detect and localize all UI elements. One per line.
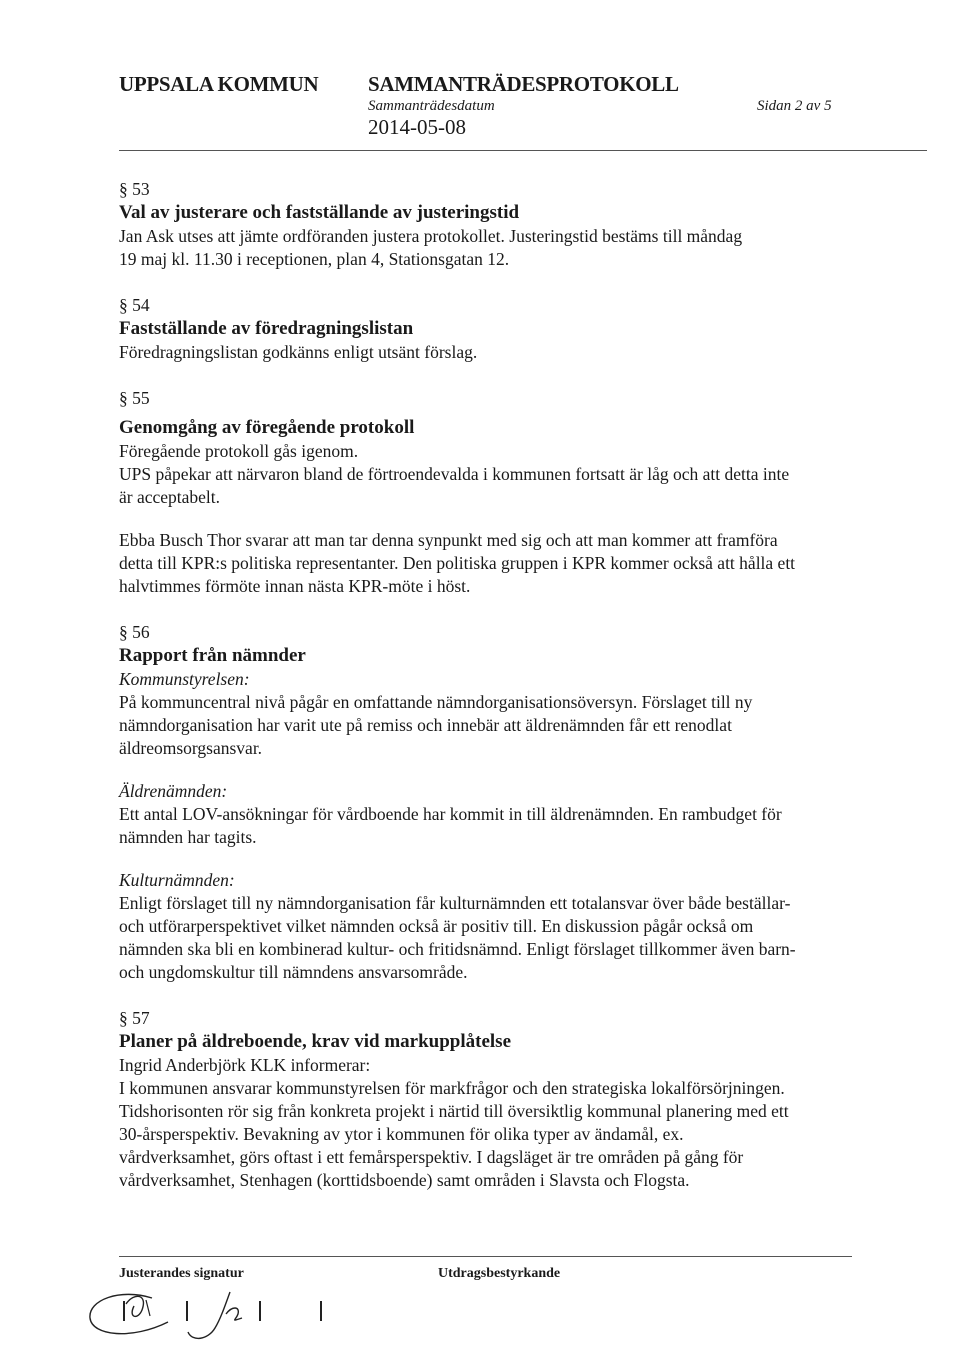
text-line: Enligt förslaget till ny nämndorganisation får kulturnämnden ett totalansvar över både beställar- (119, 893, 791, 913)
text-line: Föredragningslistan godkänns enligt utsänt förslag. (119, 342, 478, 362)
text-line: 30-årsperspektiv. Bevakning av ytor i kommunen för olika typer av ändamål, ex. (119, 1124, 684, 1144)
subheading-kulturnamnden: Kulturnämnden: (119, 870, 235, 890)
text-line: Ett antal LOV-ansökningar för vårdboende har kommit in till äldrenämnden. En rambudget för (119, 804, 782, 824)
section-title: Planer på äldreboende, krav vid markupplåtelse (119, 1031, 511, 1052)
text-line: nämndorganisation har varit ute på remiss och innebär att äldrenämnden får ett renodlat (119, 715, 732, 735)
section-number: § 57 (119, 1008, 150, 1028)
organization-name: UPPSALA KOMMUN (119, 72, 319, 96)
text-line: Jan Ask utses att jämte ordföranden justera protokollet. Justeringstid bestäms till måndag (119, 226, 743, 246)
text-line: nämnden ska bli en kombinerad kultur- och fritidsnämnd. Enligt förslaget tillkommer även barn- (119, 939, 796, 959)
section-56 (119, 621, 859, 984)
section-53 (119, 178, 859, 271)
subheading-kommunstyrelsen: Kommunstyrelsen: (119, 669, 250, 689)
text-line: Ingrid Anderbjörk KLK informerar: (119, 1055, 371, 1075)
signature-separator (259, 1301, 261, 1321)
text-line: vårdverksamhet, görs oftast i ett femårsperspektiv. I dagsläget är tre områden på gång för (119, 1147, 744, 1167)
text-line: halvtimmes förmöte innan nästa KPR-möte i höst. (119, 576, 471, 596)
text-line: nämnden har tagits. (119, 827, 257, 847)
section-55 (119, 387, 859, 598)
section-57 (119, 1007, 859, 1192)
text-line: Föregående protokoll gås igenom. (119, 441, 359, 461)
footer-divider (119, 1256, 852, 1257)
meeting-date-label: Sammanträdesdatum (368, 98, 495, 114)
subheading-aldrenamnden: Äldrenämnden: (119, 781, 228, 801)
signature-separator (123, 1301, 125, 1321)
header-divider (119, 150, 927, 151)
handwritten-signature (80, 1270, 340, 1355)
section-number: § 55 (119, 388, 150, 408)
text-line: är acceptabelt. (119, 487, 221, 507)
text-line: 19 maj kl. 11.30 i receptionen, plan 4, Stationsgatan 12. (119, 249, 510, 269)
extract-certification-label: Utdragsbestyrkande (438, 1266, 561, 1281)
section-title: Fastställande av föredragningslistan (119, 318, 414, 339)
page-number: Sidan 2 av 5 (757, 98, 832, 114)
text-line: detta till KPR:s politiska representanter. Den politiska gruppen i KPR kommer också att hålla ett (119, 553, 796, 573)
signature-separator (186, 1301, 188, 1321)
text-line: vårdverksamhet, Stenhagen (korttidsboende) samt områden i Slavsta och Flogsta. (119, 1170, 690, 1190)
text-line: äldreomsorgsansvar. (119, 738, 263, 758)
section-title: Rapport från nämnder (119, 645, 306, 666)
text-line: På kommuncentral nivå pågår en omfattande nämndorganisationsöversyn. Förslaget till ny (119, 692, 753, 712)
section-title: Genomgång av föregående protokoll (119, 417, 415, 438)
section-54 (119, 294, 859, 364)
text-line: UPS påpekar att närvaron bland de förtroendevalda i kommunen fortsatt är låg och att detta inte (119, 464, 790, 484)
document-type: SAMMANTRÄDESPROTOKOLL (368, 72, 679, 96)
section-number: § 54 (119, 295, 150, 315)
section-title: Val av justerare och fastställande av justeringstid (119, 202, 520, 223)
text-line: I kommunen ansvarar kommunstyrelsen för markfrågor och den strategiska lokalförsörjningen. (119, 1078, 785, 1098)
text-line: Ebba Busch Thor svarar att man tar denna synpunkt med sig och att man kommer att framföra (119, 530, 778, 550)
text-line: Tidshorisonten rör sig från konkreta projekt i närtid till översiktlig kommunal planering med ett (119, 1101, 789, 1121)
text-line: och ungdomskultur till nämndens ansvarsområde. (119, 962, 468, 982)
signature-separator (320, 1301, 322, 1321)
signature-label: Justerandes signatur (119, 1266, 244, 1281)
meeting-date: 2014-05-08 (368, 115, 466, 139)
section-number: § 53 (119, 179, 150, 199)
protocol-body (119, 178, 859, 1192)
section-number: § 56 (119, 622, 150, 642)
text-line: och utförarperspektivet vilket nämnden också är positiv till. En diskussion pågår också om (119, 916, 754, 936)
